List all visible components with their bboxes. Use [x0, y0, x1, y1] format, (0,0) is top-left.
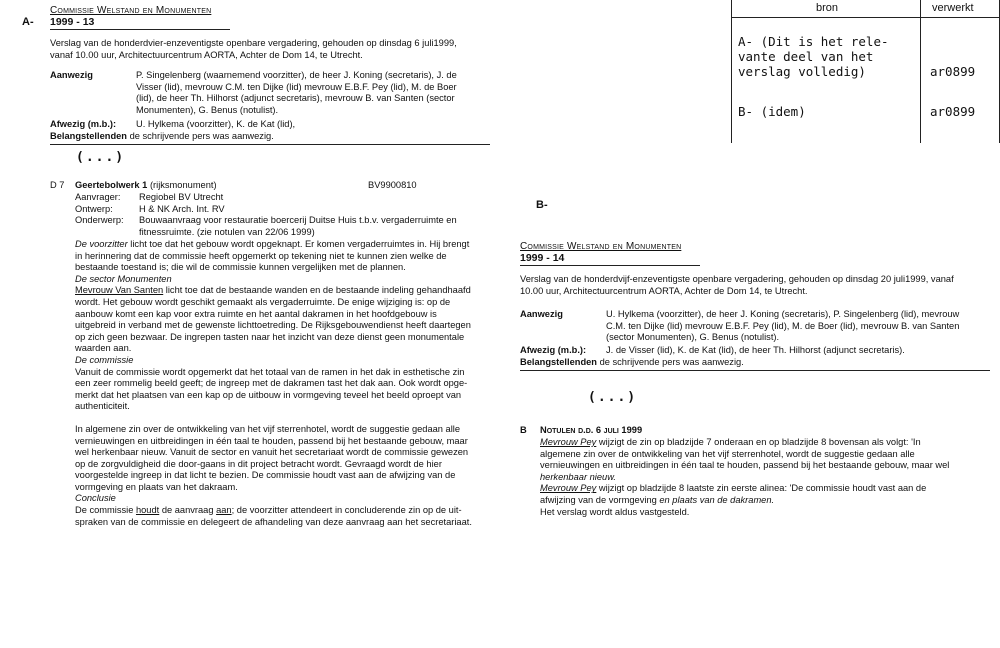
doc-a-item-header: D 7	[50, 180, 65, 190]
doc-a-aanwezig: P. Singelenberg (waarnemend voorzitter), de heer J. Koning (secretaris), J. de Visser (lid), mevrouw C.M. ten Dijke (lid) mevrouw E.B.F. Pey (lid), M. de Boer (lid), de heer Th. Hilhorst (adjunct secretaris), mevrouw B. van Santen (sector Monumenten), G. Benus (notulist).	[136, 70, 457, 115]
doc-a	[50, 5, 211, 28]
doc-a-org: Commissie Welstand en Monumenten	[50, 5, 212, 16]
doc-b-belang: Belangstellenden de schrijvende pers was aanwezig.	[520, 357, 744, 367]
doc-b-body: Mevrouw Pey wijzigt de zin op bladzijde 7 onderaan en op bladzijde 8 bovensan als volgt: 'In algemene zin over de ontwikkeling van het vijf sterrenhotel, wordt de suggestie gedaan alle vernieuwingen en uitbreidingen in één taal te houden, passend bij het bestaande gebouw, maar wel herkenbaar nieuw. Mevrouw Pey wijzigt op bladzijde 8 laatste zin eerste alinea: 'De commissie houdt vast aan de afwijzing van de vormgeving en plaats van de dakramen. Het verslag wordt aldus vastgesteld.	[540, 437, 950, 517]
doc-b-aanwezig-label: Aanwezig	[520, 309, 563, 319]
source-table	[731, 0, 1000, 143]
doc-b-ellipsis: (...)	[588, 390, 638, 405]
doc-a-body: De voorzitter licht toe dat het gebouw wordt opgeknapt. Er komen vergaderruimtes in. Hij brengt in herinnering dat de commissie heeft opgemerkt op tekening niet te kunnen zien welke de bestaande toestand is; die wil de commissie kunnen vergelijken met de plannen. De sector Monumenten Mevrouw Van Santen licht toe dat de bestaande wanden en de bestaande indeling gehandhaafd wordt. Het gebouw wordt geschikt gemaakt als vergaderruimte. De enige wijziging is: op de aanbouw komt een kap voor extra ruimte en het aantal dakramen in het hoofdgebouw is uitgebreid in verband met de gewenste lichttoetreding. De Rijksgebouwendienst heeft daartegen op zich geen bezwaar. De ingrepen tasten naar het inzicht van deze dienst geen monumentale waarden aan. De commissie Vanuit de commissie wordt opgemerkt dat het totaal van de ramen in het dak in esthetische zin een zeer rommelig beeld geeft; de ingreep met de dakramen tast het dak aan. Ook wordt opge- merkt dat het plaatsen van een kap op de uitbouw in vormgeving teveel het beeld oproept van authenticiteit. In algemene zin over de ontwikkeling van het vijf sterrenhotel, wordt de suggestie gedaan alle vernieuwingen en uitbreidingen in één taal te houden, passend bij het bestaande gebouw, maar wel herkenbaar nieuw. Vanuit de sector en vanuit het secretariaat wordt de commissie gewezen op de zorgvuldigheid die door-gaans in dit project betracht wordt. Gevraagd wordt de hier voorgestelde ingreep in dat licht te bezien. De commissie houdt vast aan de afwijzing van de vormgeving en plaats van het dakraam. Conclusie De commissie houdt de aanvraag aan; de voorzitter attendeert in concluderende zin op de uit- spraken van de commissie en delegeert de afhandeling van deze aanvraag aan het secretariaat.	[75, 239, 472, 527]
doc-b	[520, 241, 681, 264]
doc-a-intro: Verslag van de honderdvier-enzeventigste openbare vergadering, gehouden op dinsdag 6 juli1999, vanaf 10.00 uur, Architectuurcentrum AORTA, Achter de Dom 14, te Utrecht.	[50, 38, 457, 60]
header-verwerkt: verwerkt	[932, 2, 974, 14]
doc-b-org: Commissie Welstand en Monumenten	[520, 241, 682, 252]
marker-b: B-	[536, 199, 548, 211]
doc-b-item-title: Notulen d.d. 6 juli 1999	[540, 425, 643, 435]
doc-a-belang: Belangstellenden de schrijvende pers was aanwezig.	[50, 131, 274, 141]
doc-a-number: 1999 - 13	[50, 16, 95, 28]
header-bron: bron	[816, 2, 839, 14]
doc-b-intro: Verslag van de honderdvijf-enzeventigste openbare vergadering, gehouden op dinsdag 20 juli1999, vanaf 10.00 uur, Architectuurcentrum AORTA, Achter de Dom 14, te Utrecht.	[520, 274, 954, 296]
marker-a: A-	[22, 16, 34, 28]
doc-a-item-title: Geertebolwerk 1 (rijksmonument)	[75, 180, 217, 190]
doc-b-number: 1999 - 14	[520, 252, 565, 264]
doc-a-item-fields: Aanvrager: Regiobel BV Utrecht Ontwerp: H & NK Arch. Int. RV Onderwerp: Bouwaanvraag voor restauratie boercerij Duitse Huis t.b.v. vergaderruimte en fitnessruimte. (zie notulen van 22/06 1999)	[75, 192, 457, 237]
doc-b-item-code: B	[520, 425, 527, 435]
row-a-bron: A- (Dit is het rele- vante deel van het verslag volledig)	[738, 34, 889, 79]
row-a-verwerkt: ar0899	[930, 64, 976, 79]
doc-a-afwezig: Afwezig (m.b.): U. Hylkema (voorzitter), K. de Kat (lid),	[50, 119, 296, 129]
doc-a-ellipsis: (...)	[76, 150, 126, 165]
row-b-verwerkt: ar0899	[930, 104, 976, 119]
doc-b-afwezig: Afwezig (m.b.): J. de Visser (lid), K. de Kat (lid), de heer Th. Hilhorst (adjunct secretaris).	[520, 345, 905, 355]
row-b-bron: B- (idem)	[738, 104, 806, 119]
doc-b-aanwezig: U. Hylkema (voorzitter), de heer J. Koning (secretaris), P. Singelenberg (lid), mevrouw C.M. ten Dijke (lid) mevrouw E.B.F. Pey (lid), M. de Boer (lid), mevrouw B. van Santen (sector Monumenten), G. Benus (notulist).	[606, 309, 960, 343]
doc-a-item-ref: BV9900810	[368, 180, 417, 190]
doc-a-aanwezig-label: Aanwezig	[50, 70, 93, 80]
